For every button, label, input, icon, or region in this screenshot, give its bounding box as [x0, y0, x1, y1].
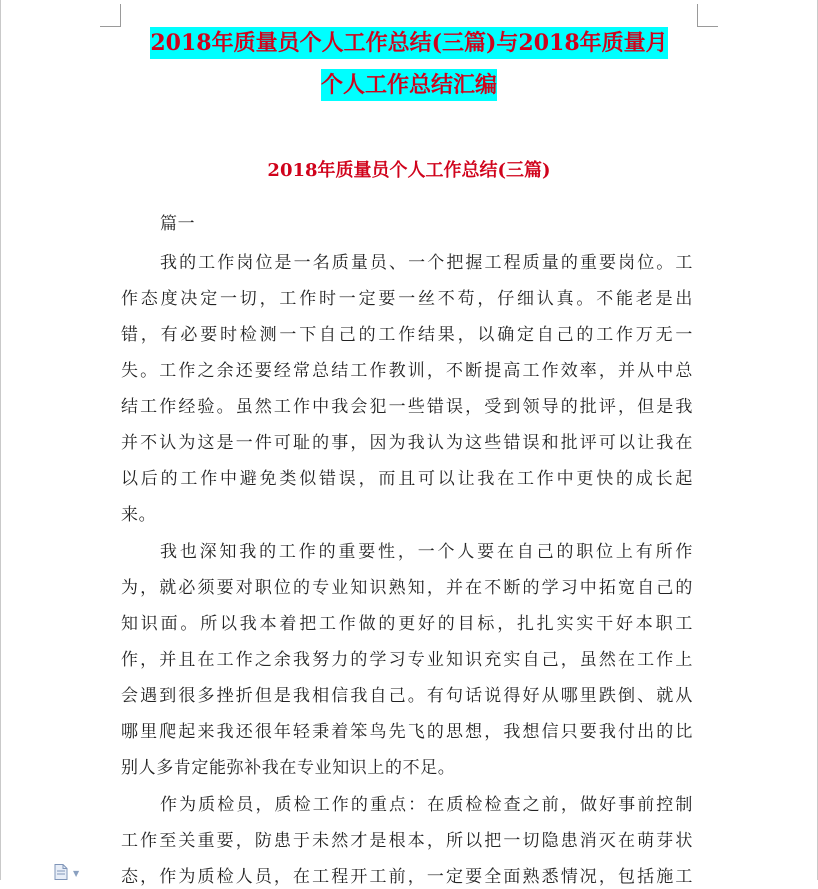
section-label: 篇一 [160, 214, 196, 234]
paragraph-line: 别人多肯定能弥补我在专业知识上的不足。 [121, 758, 456, 778]
margin-corner-top-right [697, 4, 718, 27]
document-title-line-1: 2018年质量员个人工作总结(三篇)与2018年质量月 [0, 28, 818, 58]
paragraph-line: 来。 [121, 505, 157, 525]
paragraph-line: 错，有必要时检测一下自己的工作结果，以确定自己的工作万无一 [121, 325, 693, 345]
paragraph-line: 哪里爬起来我还很年轻秉着笨鸟先飞的思想，我想信只要我付出的比 [121, 722, 693, 742]
paragraph-line: 以后的工作中避免类似错误，而且可以让我在工作中更快的成长起 [121, 469, 693, 489]
paragraph-line: 工作至关重要，防患于未然才是根本，所以把一切隐患消灭在萌芽状 [121, 831, 693, 851]
paragraph-line: 作态度决定一切，工作时一定要一丝不苟，仔细认真。不能老是出 [121, 289, 693, 309]
paragraph-line: 结工作经验。虽然工作中我会犯一些错误，受到领导的批评，但是我 [121, 397, 693, 417]
paragraph-line: 作，并且在工作之余我努力的学习专业知识充实自己，虽然在工作上 [121, 650, 693, 670]
document-subtitle: 2018年质量员个人工作总结(三篇) [267, 160, 551, 181]
paragraph-line: 为，就必须要对职位的专业知识熟知，并在不断的学习中拓宽自己的 [121, 578, 693, 598]
paragraph-line: 失。工作之余还要经常总结工作教训，不断提高工作效率，并从中总 [121, 361, 693, 381]
chevron-down-icon[interactable]: ▼ [73, 869, 80, 878]
paragraph-line: 知识面。所以我本着把工作做的更好的目标，扎扎实实干好本职工 [121, 614, 693, 634]
paragraph-line: 会遇到很多挫折但是我相信我自己。有句话说得好从哪里跌倒、就从 [121, 686, 693, 706]
paragraph-line: 我也深知我的工作的重要性，一个人要在自己的职位上有所作 [160, 542, 693, 562]
paragraph-line: 作为质检员，质检工作的重点：在质检检查之前，做好事前控制 [160, 795, 693, 815]
document-icon[interactable] [54, 864, 68, 880]
page-left-edge [0, 0, 1, 880]
paragraph-line: 并不认为这是一件可耻的事，因为我认为这些错误和批评可以让我在 [121, 433, 693, 453]
document-title-line-2: 个人工作总结汇编 [0, 70, 818, 100]
paragraph-line: 我的工作岗位是一名质量员、一个把握工程质量的重要岗位。工 [160, 253, 693, 273]
paragraph-line: 态，作为质检人员，在工程开工前，一定要全面熟悉情况，包括施工 [121, 867, 693, 887]
margin-corner-top-left [100, 4, 121, 27]
